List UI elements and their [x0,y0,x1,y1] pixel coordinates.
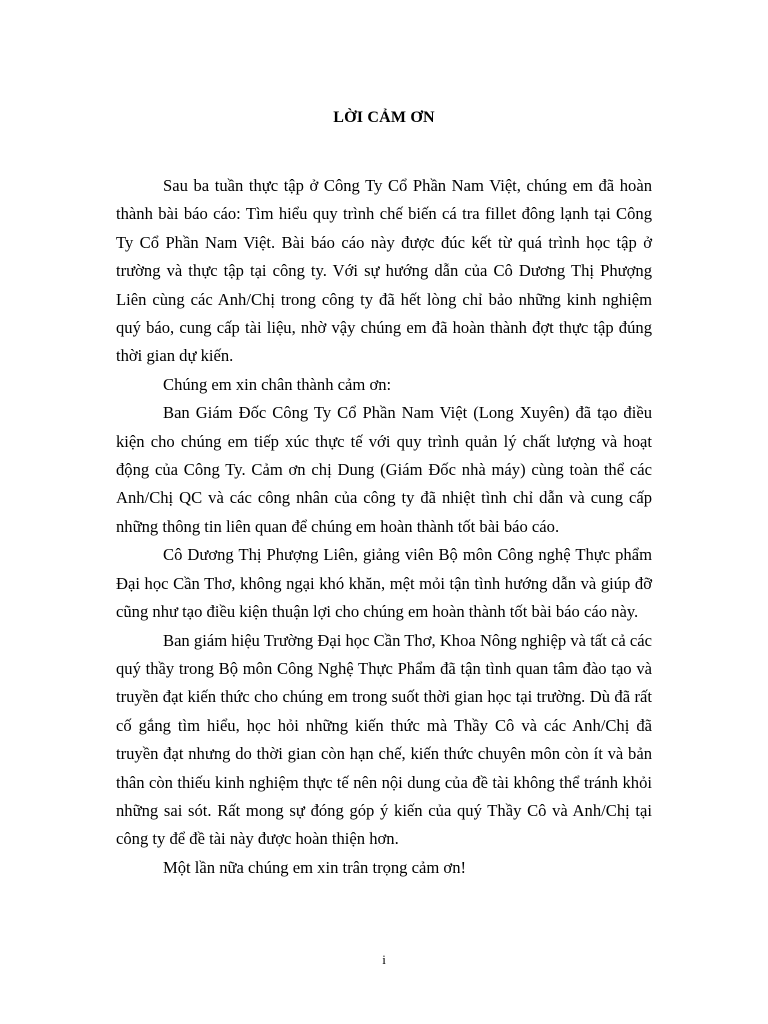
page-number: i [382,952,386,967]
paragraph-company-thanks: Ban Giám Đốc Công Ty Cổ Phần Nam Việt (Long Xuyên) đã tạo điều kiện cho chúng em tiếp xúc thực tế với quy trình quản lý chất lượng và hoạt động của Công Ty. Cảm ơn chị Dung (Giám Đốc nhà máy) cùng toàn thể các Anh/Chị QC và các công nhân của công ty đã nhiệt tình chỉ dẫn và cung cấp những thông tin liên quan để chúng em hoàn thành tốt bài báo cáo. [116,403,652,536]
paragraph-intro: Sau ba tuần thực tập ở Công Ty Cổ Phần Nam Việt, chúng em đã hoàn thành bài báo cáo: Tìm hiểu quy trình chế biến cá tra fillet đông lạnh tại Công Ty Cổ Phần Nam Việt. Bài báo cáo này được đúc kết từ quá trình học tập ở trường và thực tập tại công ty. Với sự hướng dẫn của Cô Dương Thị Phượng Liên cùng các Anh/Chị trong công ty đã hết lòng chỉ bảo những kinh nghiệm quý báo, cung cấp tài liệu, nhờ vậy chúng em đã hoàn thành đợt thực tập đúng thời gian dự kiến. [116,176,652,366]
paragraph-closing: Một lần nữa chúng em xin trân trọng cảm ơn! [163,857,467,877]
page-title: LỜI CẢM ƠN [333,109,435,126]
paragraph-university-thanks: Ban giám hiệu Trường Đại học Cần Thơ, Khoa Nông nghiệp và tất cả các quý thầy trong Bộ môn Công Nghệ Thực Phẩm đã tận tình quan tâm đào tạo và truyền đạt kiến thức cho chúng em trong suốt thời gian học tại trường. Dù đã rất cố gắng tìm hiểu, học hỏi những kiến thức mà Thầy Cô và các Anh/Chị đã truyền đạt nhưng do thời gian còn hạn chế, kiến thức chuyên môn còn ít và bản thân còn thiếu kinh nghiệm thực tế nên nội dung của đề tài không thể tránh khỏi những sai sót. Rất mong sự đóng góp ý kiến của quý Thầy Cô và Anh/Chị tại công ty để đề tài này được hoàn thiện hơn. [116,630,652,849]
acknowledgement-body [116,172,652,882]
paragraph-thanks-lead: Chúng em xin chân thành cảm ơn: [163,374,392,394]
paragraph-advisor-thanks: Cô Dương Thị Phượng Liên, giảng viên Bộ môn Công nghệ Thực phẩm Đại học Cần Thơ, không ngại khó khăn, mệt mỏi tận tình hướng dẫn và giúp đỡ cũng như tạo điều kiện thuận lợi cho chúng em hoàn thành tốt bài báo cáo này. [116,545,652,622]
